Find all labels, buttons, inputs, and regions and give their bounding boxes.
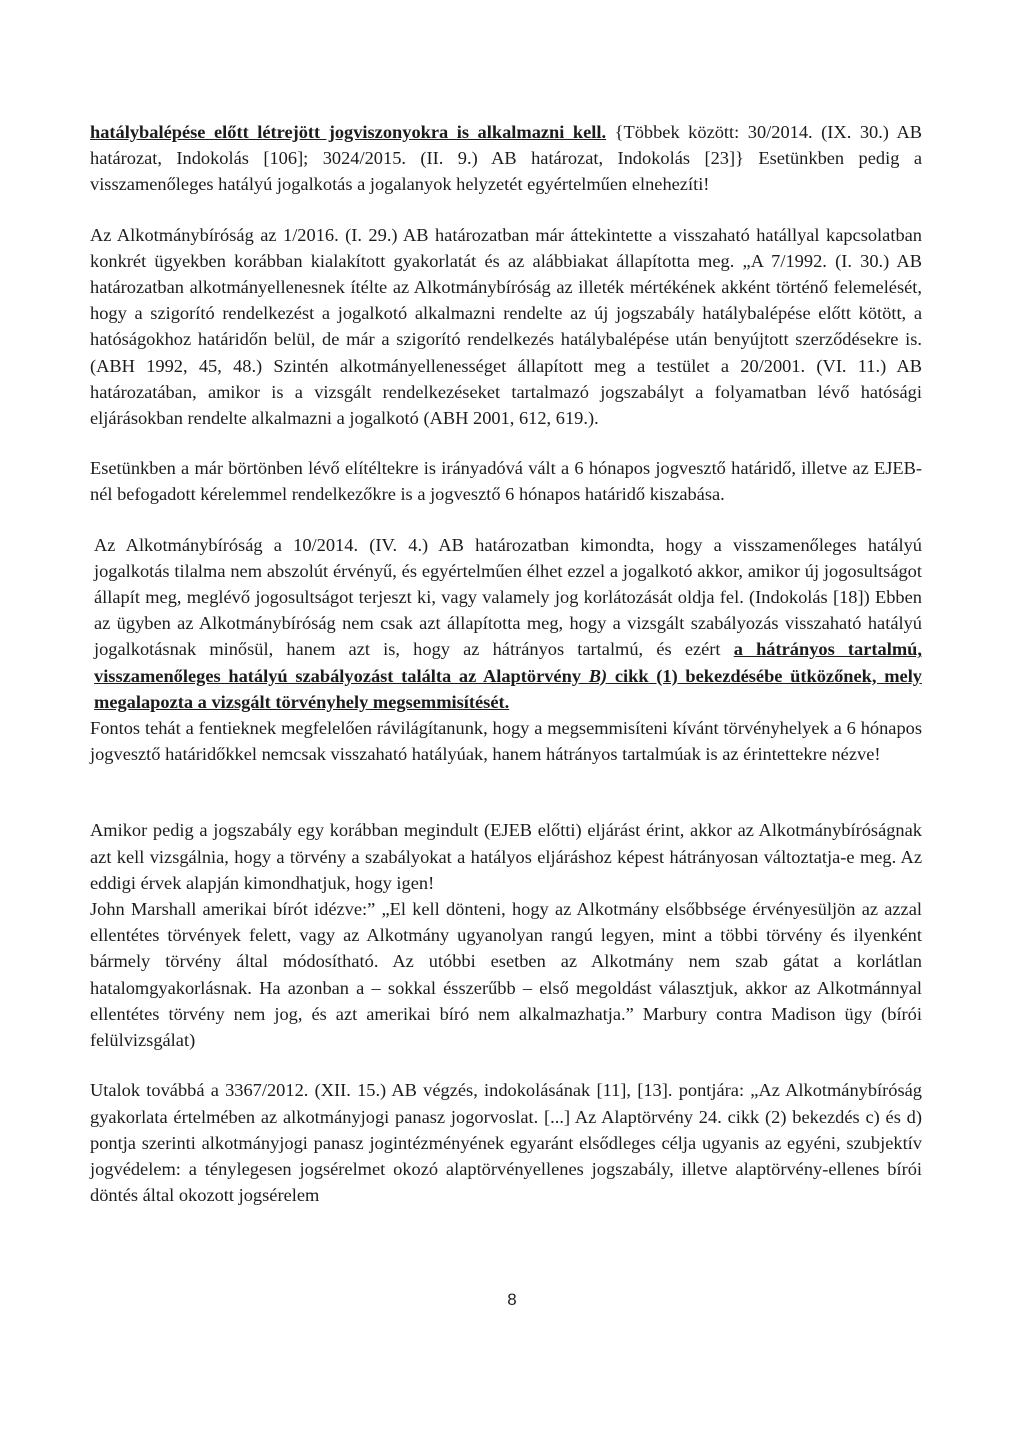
underlined-bold-text: hatálybalépése előtt létrejött jogviszonyokra is alkalmazni kell.	[90, 122, 607, 142]
paragraph-text: {Többek között: 30/2014. (IX. 30.) AB határozat, Indokolás [106]; 3024/2015. (II. 9.) AB határozat, Indokolás [23]} Esetünkben pedig a visszamenőleges hatályú jogalkotás a jogalanyok helyzetét egyértelműen elnehezíti!	[90, 122, 922, 195]
paragraph-6: Amikor pedig a jogszabály egy korábban megindult (EJEB előtti) eljárást érint, akkor az Alkotmánybíróságnak azt kell vizsgálnia, hogy a törvény a szabályokat a hatályos eljáráshoz képest hátrányosan változtatja-e meg. Az eddigi érvek alapján kimondhatjuk, hogy igen!	[90, 820, 922, 893]
document-page	[90, 119, 922, 1208]
underlined-bold-italic-text: B)	[588, 665, 608, 686]
paragraph-2: Az Alkotmánybíróság az 1/2016. (I. 29.) AB határozatban már áttekintette a visszaható hatállyal kapcsolatban konkrét ügyekben korábban kialakított gyakorlatát és az alábbiakat állapította meg. „A 7/1992. (I. 30.) AB határozatban alkotmányellenesnek ítélte az Alkotmánybíróság az illeték mértékének akként történő felemelését, hogy a szigorító rendelkezést a jogalkotó alkalmazni rendelte az új jogszabály hatálybalépése előtt kötött, a hatóságokhoz határidőn belül, de már a szigorító rendelkezés hatálybalépése után benyújtott szerződésekre is. (ABH 1992, 45, 48.) Szintén alkotmányellenességet állapított meg a testület a 20/2001. (VI. 11.) AB határozatában, amikor is a vizsgált rendelkezéseket tartalmazó jogszabályt a folyamatban lévő hatósági eljárásokban rendelte alkalmazni a jogalkotó (ABH 2001, 612, 619.).	[90, 224, 922, 429]
paragraph-7: John Marshall amerikai bírót idézve:” „El kell dönteni, hogy az Alkotmány elsőbbsége érvényesüljön az azzal ellentétes törvények felett, vagy az Alkotmány ugyanolyan rangú legyen, mint a többi törvény és ilyenként bármely törvény által módosítható. Az utóbbi esetben az Alkotmány nem szab gátat a korlátlan hatalomgyakorlásnak. Ha azonban a – sokkal ésszerűbb – első megoldást választjuk, akkor az Alkotmánnyal ellentétes törvény nem jog, és azt amerikai bíró nem alkalmazhatja.” Marbury contra Madison ügy (bírói felülvizsgálat)	[90, 899, 922, 1051]
paragraph-1	[90, 119, 922, 198]
paragraph-4	[90, 532, 922, 715]
paragraph-5: Fontos tehát a fentieknek megfelelően rávilágítanunk, hogy a megsemmisíteni kívánt törvényhelyek a 6 hónapos jogvesztő határidőkkel nemcsak visszaható hatályúak, hanem hátrányos tartalmúak is az érintettekre nézve!	[90, 718, 922, 765]
paragraph-text: Az Alkotmánybíróság a 10/2014. (IV. 4.) AB határozatban kimondta, hogy a visszamenőleges hatályú jogalkotás tilalma nem abszolút érvényű, és egyértelműen élhet ezzel a jogalkotó akkor, amikor új jogosultságot állapít meg, meglévő jogosultságot terjeszt ki, vagy valamely jog korlátozását oldja fel. (Indokolás [18]) Ebben az ügyben az Alkotmánybíróság nem csak azt állapította meg, hogy a vizsgált szabályozás visszaható hatályú jogalkotásnak minősül, hanem azt is, hogy az hátrányos tartalmú, és ezért	[94, 534, 922, 660]
page-number: 8	[507, 1290, 517, 1309]
underlined-bold-text: a hátrányos tartalmú, visszamenőleges hatályú szabályozást találta az Alaptörvény	[94, 639, 922, 686]
paragraph-8: Utalok továbbá a 3367/2012. (XII. 15.) AB végzés, indokolásának [11], [13]. pontjára: „Az Alkotmánybíróság gyakorlata értelmében az alkotmányjogi panasz jogorvoslat. [...] Az Alaptörvény 24. cikk (2) bekezdés c) és d) pontja szerinti alkotmányjogi panasz jogintézményének egyaránt elsődleges célja ugyanis az egyéni, szubjektív jogvédelem: a ténylegesen jogsérelmet okozó alaptörvényellenes jogszabály, illetve alaptörvény-ellenes bírói döntés által okozott jogsérelem	[90, 1080, 922, 1206]
paragraph-3: Esetünkben a már börtönben lévő elítéltekre is irányadóvá vált a 6 hónapos jogvesztő határidő, illetve az EJEB-nél befogadott kérelemmel rendelkezőkre is a jogvesztő 6 hónapos határidő kiszabása.	[90, 458, 922, 505]
underlined-bold-text: cikk (1) bekezdésébe ütközőnek, mely megalapozta a vizsgált törvényhely megsemmisítését.	[94, 665, 922, 712]
